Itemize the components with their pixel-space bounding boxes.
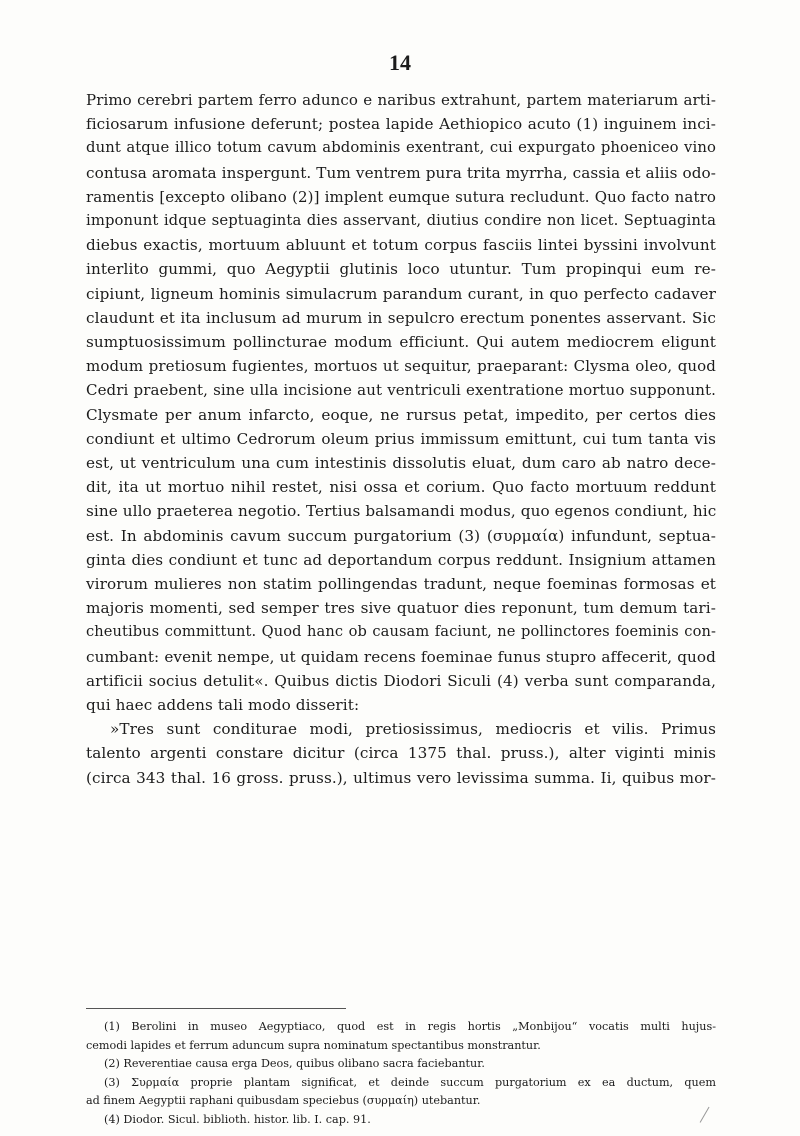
- footnote-3-continued: ad finem Aegyptii raphani quibusdam speciebus (συρμαίη) utebantur.: [86, 1094, 481, 1108]
- footnote-1: (1) Berolini in museo Aegyptiaco, quod est in regis hortis „Monbijou“ vocatis multi hujus-: [104, 1020, 716, 1033]
- text-line: est, ut ventriculum una cum intestinis dissolutis eluat, dum caro ab natro dece-: [86, 454, 716, 473]
- text-line: dit, ita ut mortuo nihil restet, nisi ossa et corium. Quo facto mortuum reddunt: [86, 478, 716, 497]
- text-line: cumbant: evenit nempe, ut quidam recens foeminae funus stupro affecerit, quod: [86, 647, 716, 666]
- text-line: Cedri praebent, sine ulla incisione aut ventriculi exentratione mortuo supponunt.: [86, 381, 716, 400]
- text-line: est. In abdominis cavum succum purgatorium (3) (συρμαία) infundunt, septua-: [86, 526, 716, 545]
- text-line: ramentis [excepto olibano (2)] implent eumque sutura recludunt. Quo facto natro: [86, 187, 716, 206]
- text-line: claudunt et ita inclusum ad murum in sepulcro erectum ponentes asservant. Sic: [86, 308, 716, 327]
- text-line: artificii socius detulit«. Quibus dictis Diodori Siculi (4) verba sunt comparanda,: [86, 671, 716, 690]
- text-line: qui haec addens tali modo disserit:: [86, 696, 360, 715]
- text-line: virorum mulieres non statim pollingendas tradunt, neque foeminas formosas et: [86, 575, 716, 594]
- text-line: dunt atque illico totum cavum abdominis exentrant, cui expurgato phoeniceo vino: [86, 139, 716, 157]
- text-line: diebus exactis, mortuum abluunt et totum corpus fasciis lintei byssini involvunt: [86, 236, 716, 255]
- text-line: sumptuosissimum pollincturae modum efficiunt. Qui autem mediocrem eligunt: [86, 333, 716, 352]
- text-line: »Tres sunt conditurae modi, pretiosissimus, mediocris et vilis. Primus: [110, 720, 716, 739]
- footnote-divider: [86, 1008, 346, 1009]
- footnote-1-continued: cemodi lapides et ferrum aduncum supra nominatum spectantibus monstrantur.: [86, 1038, 541, 1052]
- text-line: contusa aromata inspergunt. Tum ventrem pura trita myrrha, cassia et aliis odo-: [86, 163, 716, 182]
- text-line: condiunt et ultimo Cedrorum oleum prius immissum emittunt, cui tum tanta vis: [86, 429, 716, 448]
- footnote-4: (4) Diodor. Sicul. biblioth. histor. lib. I. cap. 91.: [104, 1112, 371, 1126]
- text-line: ginta dies condiunt et tunc ad deportandum corpus reddunt. Insignium attamen: [86, 550, 716, 569]
- text-line: (circa 343 thal. 16 gross. pruss.), ultimus vero levissima summa. Ii, quibus mor-: [86, 768, 716, 787]
- text-line: Clysmate per anum infarcto, eoque, ne rursus petat, impedito, per certos dies: [86, 405, 716, 424]
- text-line: cipiunt, ligneum hominis simulacrum parandum curant, in quo perfecto cadaver: [86, 284, 716, 303]
- text-line: cheutibus committunt. Quod hanc ob causam faciunt, ne pollinctores foeminis con-: [86, 623, 716, 641]
- text-line: majoris momenti, sed semper tres sive quatuor dies reponunt, tum demum tari-: [86, 599, 716, 618]
- text-line: modum pretiosum fugientes, mortuos ut sequitur, praeparant: Clysma oleo, quod: [86, 357, 716, 376]
- text-line: talento argenti constare dicitur (circa 1375 thal. pruss.), alter viginti minis: [86, 744, 716, 763]
- page-number: 14: [389, 50, 411, 75]
- text-line: interlito gummi, quo Aegyptii glutinis loco utuntur. Tum propinqui eum re-: [86, 260, 716, 279]
- footnotes: [86, 1018, 716, 1130]
- footnote-3: (3) Συρμαία proprie plantam significat, et deinde succum purgatorium ex ea ductum, quem: [104, 1075, 716, 1089]
- text-line: Primo cerebri partem ferro adunco e naribus extrahunt, partem materiarum arti-: [86, 91, 716, 109]
- text-line: ficiosarum infusione deferunt; postea lapide Aethiopico acuto (1) inguinem inci-: [86, 115, 716, 134]
- main-text: [86, 88, 716, 790]
- text-line: sine ullo praeterea negotio. Tertius balsamandi modus, quo egenos condiunt, hic: [86, 502, 717, 521]
- footnote-2: (2) Reverentiae causa erga Deos, quibus olibano sacra faciebantur.: [104, 1057, 485, 1071]
- text-line: imponunt idque septuaginta dies asservant, diutius condire non licet. Septuaginta: [86, 212, 716, 230]
